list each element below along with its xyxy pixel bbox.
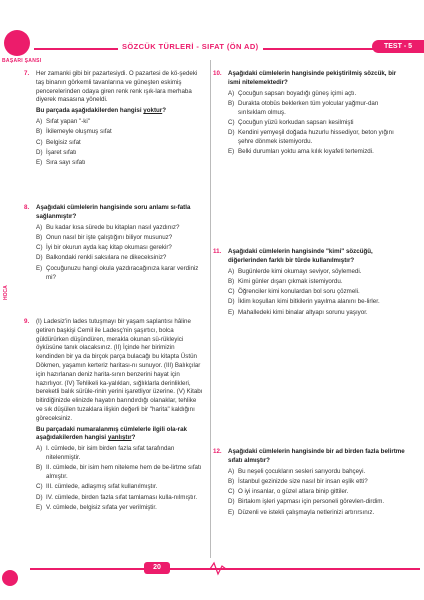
question-number: 12.	[213, 448, 222, 455]
option-d[interactable]: D) Balkondaki renkli saksılara ne dikeceksiniz?	[36, 254, 167, 262]
option-e[interactable]: E) V. cümlede, belgisiz sıfata yer verilmiştir.	[36, 503, 157, 511]
section-title: SÖZCÜK TÜRLERİ - SIFAT (ÖN AD)	[118, 42, 263, 51]
question-9	[24, 318, 204, 514]
test-badge: TEST - 5	[372, 40, 424, 53]
option-e[interactable]: E) Mahalledeki kimi binalar altyapı sorunu yaşıyor.	[228, 308, 368, 316]
option-a[interactable]: A) Bugünlerde kimi okumayı seviyor, söylemedi.	[228, 267, 362, 275]
option-b[interactable]: B) Durakta otobüs beklerken tüm yolcular yağmur-dan sırılsıklam olmuş.	[228, 99, 379, 116]
question-number: 11.	[213, 248, 222, 255]
option-d[interactable]: D) Kendini yemyeşil doğada huzurlu hissediyor, beton yığını şehre dönmek istemiyordu.	[228, 129, 394, 146]
option-c[interactable]: C) Öğrenciler kimi konulardan bol soru çözmeli.	[228, 288, 360, 296]
brand-logo	[4, 30, 30, 56]
question-stem: Her zamanki gibi bir pazartesiydi. O pazartesi de kö-şedeki taş binanın görkemli tavanlarına ve güneşten eskimiş pencerelerinden odaya giren renk renk ışık-lara merhaba diyerek masasına yöneldi.	[36, 70, 198, 104]
question-stem: Aşağıdaki cümlelerin hangisinde pekiştirilmiş sözcük, bir ismi nitelemektedir?	[228, 70, 397, 86]
option-b[interactable]: B) II. cümlede, bir isim hem niteleme hem de be-lirtme sıfatı almıştır.	[36, 464, 202, 481]
question-number: 10.	[213, 70, 222, 77]
option-a[interactable]: A) Çocuğun sapsarı boyadığı güneş içimi açtı.	[228, 89, 357, 97]
option-d[interactable]: D) Birtakım işleri yapması için personeli görevlen-dirdim.	[228, 498, 385, 506]
question-8	[24, 204, 204, 284]
footer-logo	[2, 570, 18, 586]
question-stem: Aşağıdaki cümlelerin hangisinde soru anlamı sı-fatla sağlanmıştır?	[36, 204, 191, 220]
question-number: 9.	[24, 318, 30, 325]
option-c[interactable]: C) Belgisiz sıfat	[36, 138, 81, 146]
option-a[interactable]: A) Sıfat yapan "-ki"	[36, 117, 90, 125]
column-divider	[210, 60, 211, 558]
question-stem: Aşağıdaki cümlelerin hangisinde bir ad birden fazla belirtme sıfatı almıştır?	[228, 448, 405, 464]
question-12	[213, 448, 406, 519]
question-number: 7.	[24, 70, 30, 77]
option-b[interactable]: B) İstanbul gezinizde size nasıl bir insan eşlik etti?	[228, 477, 368, 485]
question-prompt: Bu parçadaki numaralanmış cümlelerle ilgili ola-rak aşağıdakilerden hangisi yanlıştır?	[36, 425, 187, 442]
question-11	[213, 248, 406, 319]
option-d[interactable]: D) İklim koşulları kimi bitkilerin yayılma alanını be-lirler.	[228, 298, 380, 306]
question-prompt: Bu parçada aşağıdakilerden hangisi yoktur?	[36, 107, 166, 115]
question-stem: (I) Ladesiz'in lades tutuşmayı bir yaşam saplantısı hâline getiren başkişi Cemil ile Ladesç'nin şaşırtıcı, bolca güldürürken düşündüren, merakla okunan sü-rükleyici öyküsüne tanık olacaksınız. (II) İçinde her birimizin kendinden bir ya da birçok parça bulacağı bu kitapta Üstün Dökmen, yaşamın kerteriz haritası-nı sunuyor. (III) Balıkçılar için hazırlanan deniz harita-sının benzerini hayat için hazırlıyor. (IV) Tehlikeli ka-yalıkları, sığlıklarla derinlikleri, bereketli balık sürüle-rinin yerini işaretliyor üzerine. (V) Kitabı bitirdiğinizde elinizde hayatın barındırdığı olanaklar, tehlike ve sık düşülen tuzaklara ilişkin değerli bir "harita" kaldığını göreceksiniz.	[36, 318, 203, 422]
page-number: 20	[144, 562, 170, 574]
option-b[interactable]: B) Onun nasıl bir işte çalıştığını biliyor musunuz?	[36, 233, 173, 241]
side-brand: HOCA	[3, 285, 9, 300]
option-e[interactable]: E) Belki durumları yoktu ama kılık kıyafeti tertemizdi.	[228, 148, 374, 156]
option-d[interactable]: D) İşaret sıfatı	[36, 148, 77, 156]
option-b[interactable]: B) İkilemeyle oluşmuş sıfat	[36, 128, 112, 136]
question-10	[213, 70, 406, 159]
question-7	[24, 70, 204, 169]
option-b[interactable]: B) Kimi günler dışarı çıkmak istemiyordu.	[228, 277, 343, 285]
brand-logo-text: BAŞARI ŞANSI	[2, 58, 42, 64]
option-c[interactable]: C) Çocuğun yüzü korkudan sapsarı kesilmişti	[228, 118, 354, 126]
option-c[interactable]: C) O iyi insanlar, o güzel atlara binip gittiler.	[228, 488, 349, 496]
option-a[interactable]: A) Bu kadar kısa sürede bu kitapları nasıl yazdınız?	[36, 223, 180, 231]
option-c[interactable]: C) III. cümlede, adlaşmış sıfat kullanılmıştır.	[36, 483, 158, 491]
option-c[interactable]: C) İyi bir okurun ayda kaç kitap okuması gerekir?	[36, 244, 172, 252]
option-e[interactable]: E) Çocuğunuzu hangi okula yazdıracağınıza karar verdiniz mi?	[36, 264, 199, 281]
option-d[interactable]: D) IV. cümlede, birden fazla sıfat tamlaması kulla-nılmıştır.	[36, 493, 198, 501]
option-a[interactable]: A) I. cümlede, bir isim birden fazla sıfat tarafından nitelenmiştir.	[36, 445, 175, 461]
option-a[interactable]: A) Bu neşeli çocukların sesleri sarıyordu bahçeyi.	[228, 467, 366, 475]
option-e[interactable]: E) Düzenli ve istekli çalışmayla netlerinizi artırırsınız.	[228, 508, 375, 516]
question-number: 8.	[24, 204, 30, 211]
option-e[interactable]: E) Sıra sayı sıfatı	[36, 159, 86, 167]
heartbeat-icon	[200, 560, 240, 576]
question-stem: Aşağıdaki cümlelerin hangisinde "kimi" sözcüğü, diğerlerinden farklı bir türde kullanılmıştır?	[228, 248, 373, 264]
